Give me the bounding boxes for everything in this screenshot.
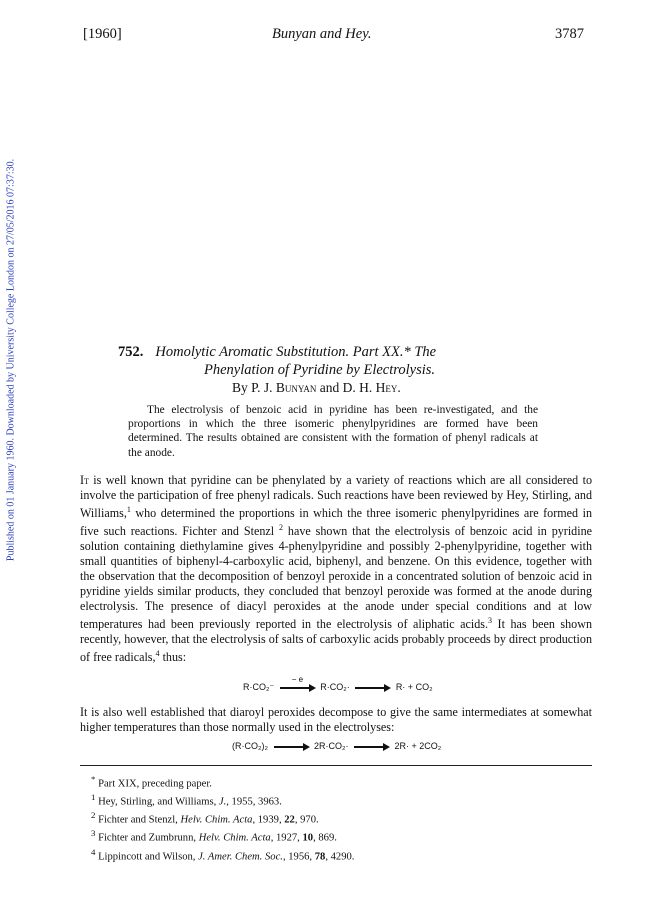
footnotes: [91, 773, 561, 864]
title-line-2: Phenylation of Pyridine by Electrolysis.: [204, 362, 436, 378]
footnote-2: $^2$ Fichter and Stenzl, Helv. Chim. Acta, 1939, 22, 970.: [91, 810, 319, 826]
ref-2: 2: [279, 522, 284, 532]
download-provenance-text: Published on 01 January 1960. Downloaded by University College London on 27/05/2016 07:37:30.: [5, 158, 17, 562]
eq2-intermediate: 2R·CO₂·: [314, 741, 349, 751]
footnote-star: * Part XIX, preceding paper.: [91, 774, 212, 790]
eq1-intermediate: R·CO₂·: [320, 682, 350, 692]
eq2-reactant: (R·CO₂)₂: [232, 741, 268, 751]
body-paragraph-1: It is well known that pyridine can be phenylated by a variety of reactions which are all considered to involve the participation of free phenyl radicals. Such reactions have been reviewed by Hey, Stirling, and Williams,$^1$ who determined the proportions in which the three isomeric phenylpyridines are formed in five such reactions. Fichter and Stenzl $^2$ have shown that the electrolysis of benzoic acid in pyridine solution containing diethylamine gives 4-phenylpyridine and possibly 2-phenylpyridine, together with small quantities of biphenyl-4-carboxylic acid, biphenyl, and benzene. On this evidence, together with the observation that the decomposition of benzoyl peroxide in a concentrated solution of benzoic acid in pyridine yields similar products, they concluded that benzoyl peroxide was formed at the anode during electrolysis. The presence of diacyl peroxides at the anode under special conditions and at low temperatures had been previously reported in the electrolysis of aliphatic acids.$^3$ It has been shown recently, however, that the electrolysis of salts of carboxylic acids probably proceeds by direct production of free radicals,$^4$ thus:: [80, 473, 593, 664]
article-number: 752.: [118, 344, 144, 360]
reaction-arrow: [274, 746, 308, 748]
eq2-products: 2R· + 2CO₂: [394, 741, 442, 751]
page-number: 3787: [555, 26, 584, 42]
drop-cap-word: It: [80, 473, 89, 487]
article-title: [118, 343, 588, 379]
ref-4: 4: [155, 648, 160, 658]
header-year: [1960]: [83, 26, 122, 42]
body-paragraph-2: It is also well established that diaroyl peroxides decompose to give the same intermediates at somewhat higher temperatures than those normally used in the electrolyses:: [80, 705, 592, 734]
title-line-1: Homolytic Aromatic Substitution. Part XX.* The: [155, 344, 437, 360]
download-provenance-sidebar: [2, 130, 20, 590]
eq1-products: R· + CO₂: [395, 682, 433, 692]
ref-3: 3: [488, 615, 493, 625]
author-hey: Hey.: [375, 380, 401, 395]
ref-1: 1: [126, 504, 131, 514]
eq1-reactant: R·CO₂⁻: [243, 682, 275, 692]
reaction-arrow: [354, 746, 388, 748]
reaction-arrow: [355, 687, 389, 689]
abstract-text: The electrolysis of benzoic acid in pyridine has been re-investigated, and the proportions in which the three isomeric phenylpyridines are formed have been determined. The results obtained are consistent with the formation of phenyl radicals at the anode.: [128, 404, 538, 459]
author-line: By P. J. Bunyan and D. H. Hey.: [232, 380, 401, 395]
footnote-4: $^4$ Lippincott and Wilson, J. Amer. Chem. Soc., 1956, 78, 4290.: [91, 846, 355, 863]
footnote-1: $^1$ Hey, Stirling, and Williams, J., 1955, 3963.: [91, 792, 282, 808]
equation-2: [232, 741, 441, 751]
author-bunyan: Bunyan: [275, 380, 317, 395]
footnote-divider: [80, 765, 592, 766]
footnote-3: $^3$ Fichter and Zumbrunn, Helv. Chim. Acta, 1927, 10, 869.: [91, 828, 337, 844]
reaction-arrow: − e: [280, 687, 314, 689]
abstract: [128, 403, 538, 460]
equation-1: [243, 674, 433, 693]
header-authors: Bunyan and Hey.: [272, 26, 372, 42]
